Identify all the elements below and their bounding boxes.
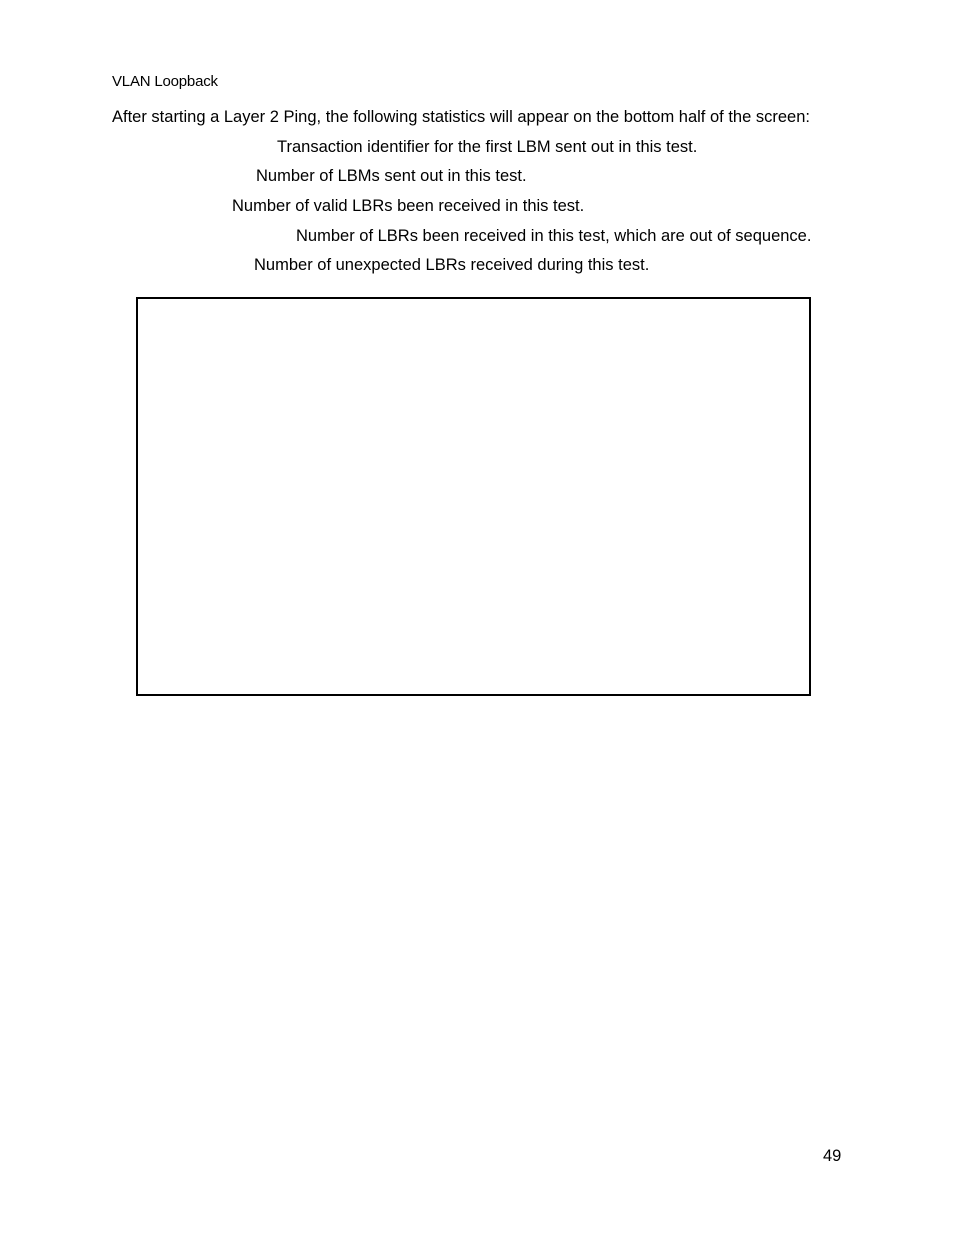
intro-paragraph: After starting a Layer 2 Ping, the following statistics will appear on the bottom half of the screen:: [112, 108, 810, 126]
statistic-description: Number of valid LBRs been received in this test.: [232, 197, 585, 215]
statistic-description: Number of LBMs sent out in this test.: [256, 167, 527, 185]
statistic-description: Number of unexpected LBRs received during this test.: [254, 256, 650, 274]
statistic-description: Transaction identifier for the first LBM sent out in this test.: [277, 138, 698, 156]
page-number: 49: [823, 1147, 842, 1165]
statistic-description: Number of LBRs been received in this test, which are out of sequence.: [296, 227, 812, 245]
screenshot-frame: [136, 297, 811, 696]
section-header: VLAN Loopback: [112, 73, 218, 90]
